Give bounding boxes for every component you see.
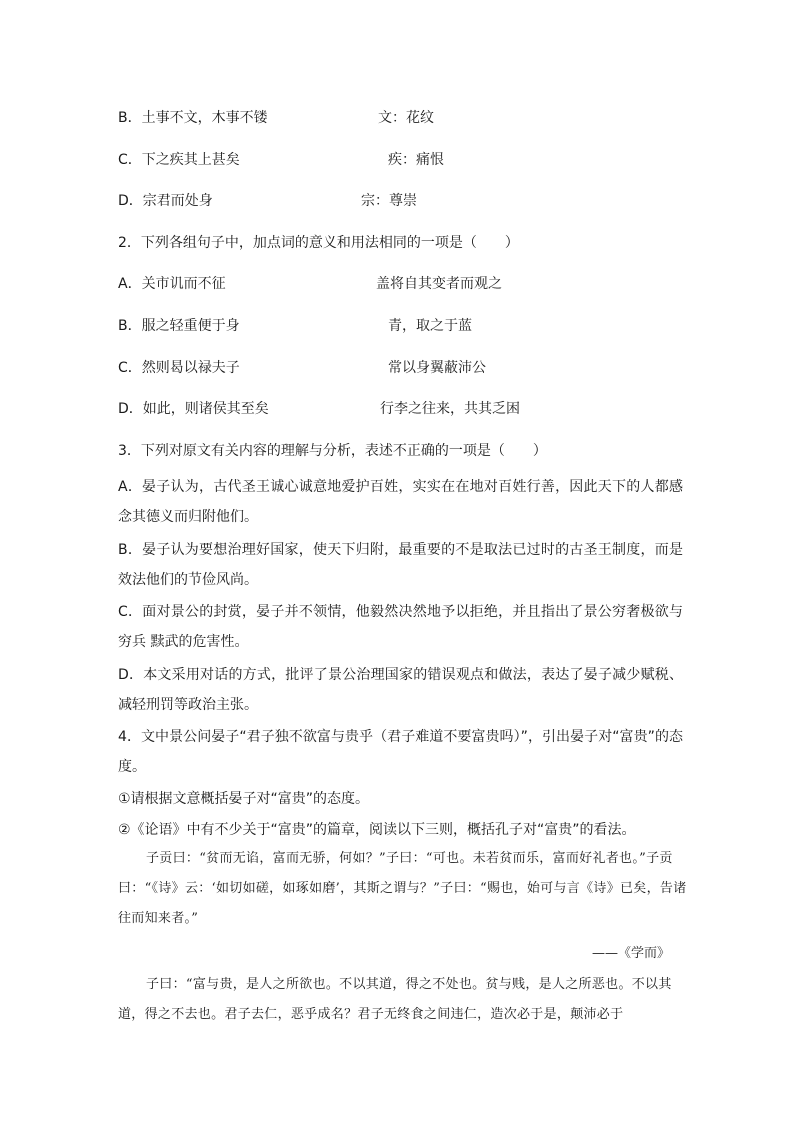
q2-stem: 2．下列各组句子中，加点词的意义和用法相同的一项是（ ） [118,235,519,251]
q2-option-d: D．如此，则诸侯其至矣 [118,401,269,417]
q2-option-b: B．服之轻重便于身 [118,318,240,334]
q1-option-d-gloss: 宗：尊崇 [361,193,417,209]
quote-xueer [118,844,688,934]
quote-xueer-source: ——《学而》 [591,946,670,961]
q4-sub-question-1: ①请根据文意概括晏子对“富贵”的态度。 [118,791,370,807]
q2-option-a-right: 盖将自其变者而观之 [376,276,502,292]
q2-option-d-right: 行李之往来，共其乏困 [380,401,520,417]
quote-liren-text: 子曰：“富与贵，是人之所欲也。不以其道，得之不处也。贫与贱，是人之所恶也。不以其道，得之不去也。君子去仁，恶乎成名？君子无终食之间违仁，造次必于是，颠沛必于 [118,977,672,1022]
q2-option-b-right: 青，取之于蓝 [388,318,472,334]
q1-option-b-gloss: 文：花纹 [378,110,434,126]
q1-option-b: B．土事不文，木事不镂 [118,110,268,126]
q1-option-c-gloss: 疾：痛恨 [388,152,444,168]
q2-option-c: C．然则曷以禄夫子 [118,360,240,376]
quote-xueer-text: 子贡曰：“贫而无谄，富而无骄，何如？”子曰：“可也。未若贫而乐，富而好礼者也。”子贡曰：“《诗》云：‘如切如磋，如琢如磨’，其斯之谓与？”子曰：“赐也，始可与言《诗》已矣，告诸往而知来者。” [118,851,687,926]
q3-option-a: A．晏子认为，古代圣王诚心诚意地爱护百姓，实实在在地对百姓行善，因此天下的人都感念其德义而归附他们。 [118,479,683,525]
quote-liren [118,970,688,1030]
q2-option-c-right: 常以身翼蔽沛公 [388,360,486,376]
q1-option-d: D．宗君而处身 [118,193,213,209]
q4-sub-question-2: ②《论语》中有不少关于“富贵”的篇章，阅读以下三则，概括孔子对“富贵”的看法。 [118,822,636,838]
q3-stem: 3．下列对原文有关内容的理解与分析，表述不正确的一项是（ ） [118,443,547,459]
q1-option-c: C．下之疾其上甚矣 [118,152,240,168]
q3-option-d: D．本文采用对话的方式，批评了景公治理国家的错误观点和做法，表达了晏子减少赋税、减轻刑罚等政治主张。 [118,667,683,713]
q2-option-a: A．关市讥而不征 [118,276,226,292]
q3-option-b: B．晏子认为要想治理好国家，使天下归附，最重要的不是取法已过时的古圣王制度，而是效法他们的节俭风尚。 [118,542,683,588]
q4-stem: 4．文中景公问晏子“君子独不欲富与贵乎（君子难道不要富贵吗）”，引出晏子对“富贵”的态度。 [118,729,683,775]
q3-option-c: C．面对景公的封赏，晏子并不领情，他毅然决然地予以拒绝，并且指出了景公穷奢极欲与穷兵 黩武的危害性。 [118,604,683,650]
